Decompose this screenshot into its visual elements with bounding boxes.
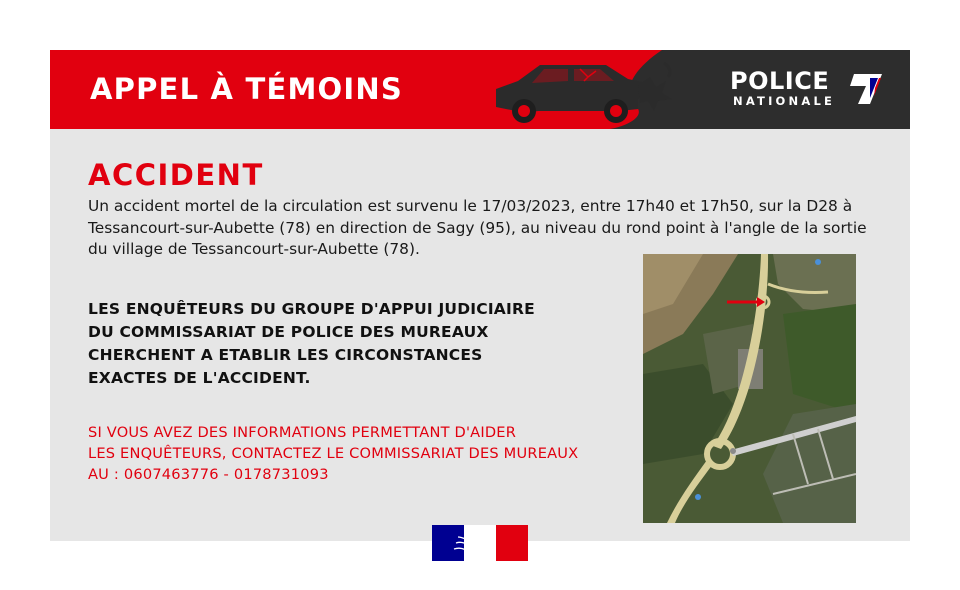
contact-line: AU : 0607463776 - 0178731093	[88, 466, 329, 483]
investigators-line: EXACTES DE L'ACCIDENT.	[88, 369, 311, 387]
header-banner	[50, 50, 910, 129]
satellite-map-drawing	[643, 254, 856, 523]
investigators-line: CHERCHENT A ETABLIR LES CIRCONSTANCES	[88, 346, 483, 364]
accident-heading: ACCIDENT	[88, 158, 264, 192]
police-tricolor-icon	[848, 72, 884, 106]
contact-line: SI VOUS AVEZ DES INFORMATIONS PERMETTANT D'AIDER	[88, 424, 517, 441]
satellite-map-image	[643, 254, 856, 523]
banner-title: APPEL À TÉMOINS	[90, 72, 403, 106]
logo-nationale-text: NATIONALE	[733, 94, 836, 108]
contact-call	[88, 422, 648, 485]
republique-francaise-logo	[432, 525, 528, 561]
investigators-line: LES ENQUÊTEURS DU GROUPE D'APPUI JUDICIAIRE	[88, 300, 535, 318]
investigators-line: DU COMMISSARIAT DE POLICE DES MUREAUX	[88, 323, 489, 341]
logo-police-text: POLICE	[730, 67, 830, 95]
appeal-card	[50, 50, 910, 541]
police-nationale-logo	[730, 68, 890, 112]
accident-description: Un accident mortel de la circulation est survenu le 17/03/2023, entre 17h40 et 17h50, sur la D28 à Tessancourt-sur-Aubette (78) en direction de Sagy (95), au niveau du rond point à l'angle de la sortie du village de Tessancourt-sur-Aubette (78).	[88, 197, 867, 258]
crashed-car-icon	[488, 55, 678, 127]
investigators-notice	[88, 298, 608, 390]
contact-line: LES ENQUÊTEURS, CONTACTEZ LE COMMISSARIAT DES MUREAUX	[88, 445, 579, 462]
